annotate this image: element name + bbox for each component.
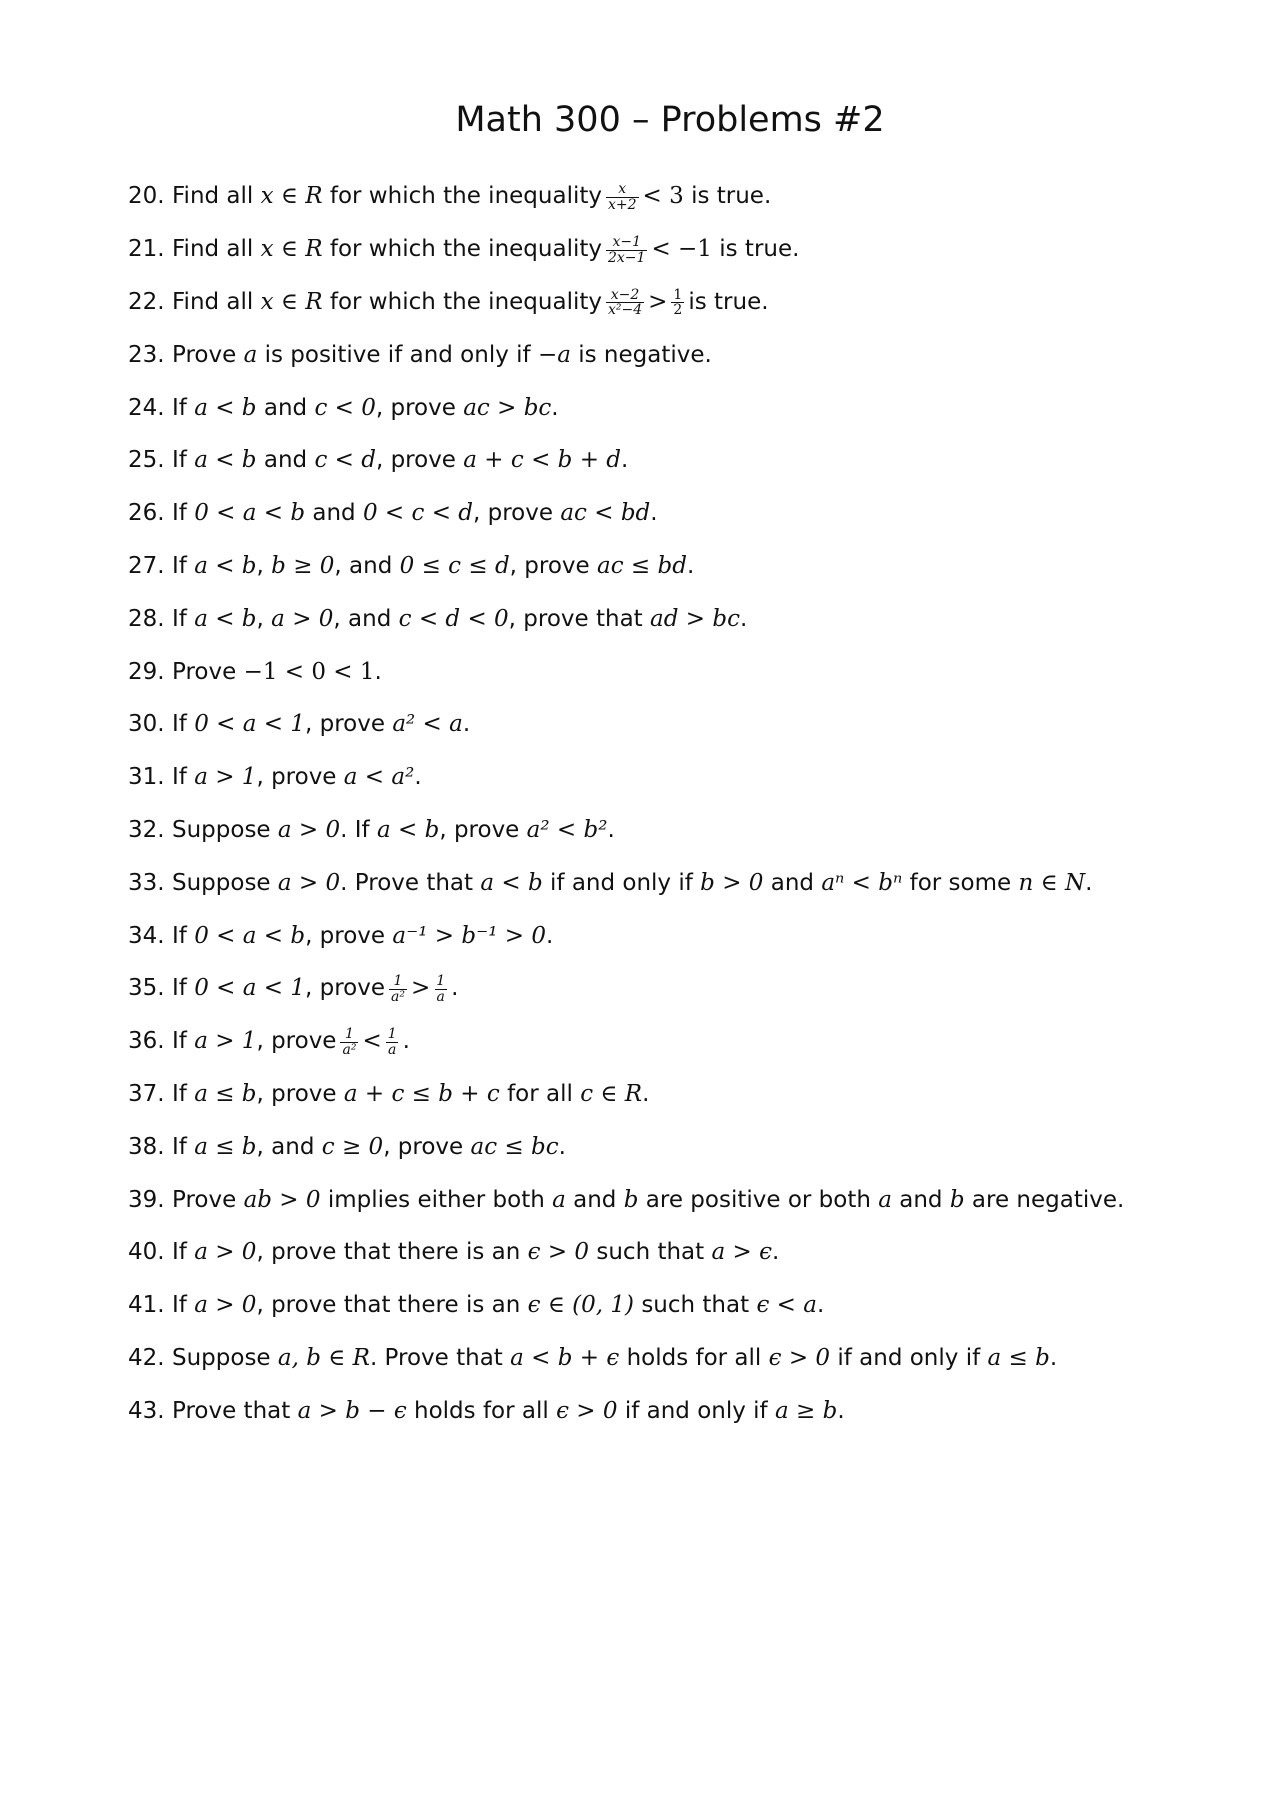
problem-text: and xyxy=(899,1186,943,1213)
problem-text: , prove that there is an xyxy=(256,1292,521,1319)
math-expression: a > b − ϵ xyxy=(297,1397,407,1424)
problem-text: for all xyxy=(507,1080,573,1107)
fraction xyxy=(606,182,639,212)
problem-text: , prove xyxy=(439,816,520,843)
problem-20 xyxy=(128,170,1228,223)
problem-text: if and only if xyxy=(837,1344,981,1371)
problem-number: 29. xyxy=(128,658,165,685)
problem-number: 25. xyxy=(128,447,165,474)
fraction-denominator: 2 xyxy=(673,302,683,319)
problem-text: . xyxy=(558,1133,566,1160)
fraction xyxy=(606,288,644,318)
fraction-denominator: a² xyxy=(391,988,405,1005)
problem-text: . If xyxy=(340,816,370,843)
math-expression: a > 0 xyxy=(194,1239,257,1266)
problem-text: , prove xyxy=(305,922,386,949)
problem-text: such that xyxy=(596,1239,705,1266)
problem-text: If xyxy=(172,1133,187,1160)
problem-text: is true. xyxy=(691,183,772,210)
problem-34 xyxy=(128,909,1228,962)
problem-text: If xyxy=(172,1239,187,1266)
problem-text: are positive or both xyxy=(645,1186,871,1213)
fraction xyxy=(671,288,684,318)
math-expression: b > 0 xyxy=(700,869,764,896)
math-expression: a, b ∈ R xyxy=(277,1344,370,1371)
problem-text: . xyxy=(462,711,471,738)
problem-number: 22. xyxy=(128,288,165,315)
problem-text: Prove xyxy=(172,341,237,368)
math-expression: x ∈ R xyxy=(260,288,323,315)
problem-list xyxy=(128,170,1228,1437)
problem-number: 40. xyxy=(128,1239,165,1266)
math-expression: ϵ > 0 xyxy=(556,1397,618,1424)
problem-text: if and only if xyxy=(624,1397,768,1424)
math-expression: a ≤ b xyxy=(987,1344,1050,1371)
fraction xyxy=(389,974,407,1004)
problem-22 xyxy=(128,276,1228,329)
problem-text: , prove xyxy=(256,1028,337,1055)
problem-text: , prove xyxy=(304,711,385,738)
math-expression: b ≥ 0 xyxy=(271,552,335,579)
problem-text: , and xyxy=(333,605,392,632)
math-expression: x ∈ R xyxy=(260,236,323,263)
problem-text: If xyxy=(172,447,187,474)
problem-39 xyxy=(128,1173,1228,1226)
problem-text: . Prove that xyxy=(340,869,474,896)
problem-25 xyxy=(128,434,1228,487)
problem-text: . xyxy=(642,1080,650,1107)
problem-text: If xyxy=(172,605,187,632)
math-expression: < xyxy=(362,1028,382,1055)
math-expression: > xyxy=(648,288,668,315)
problem-text: , prove that there is an xyxy=(256,1239,521,1266)
problem-text: , xyxy=(256,605,264,632)
math-expression: a < b + ϵ xyxy=(510,1344,620,1371)
math-expression: a < b xyxy=(194,394,257,421)
problem-28 xyxy=(128,592,1228,645)
fraction xyxy=(606,235,647,265)
problem-text: . xyxy=(607,816,615,843)
problem-text: . xyxy=(545,922,554,949)
problem-text: Find all xyxy=(172,236,254,263)
fraction-numerator: 1 xyxy=(387,1025,397,1042)
problem-text: . xyxy=(1085,869,1093,896)
problem-text: . xyxy=(414,764,422,791)
problem-text: If xyxy=(172,1028,187,1055)
problem-text: , and xyxy=(256,1133,315,1160)
math-expression: ac ≤ bd xyxy=(597,552,687,579)
problem-number: 36. xyxy=(128,1028,165,1055)
math-expression: a < b xyxy=(480,869,543,896)
problem-text: is negative. xyxy=(578,341,712,368)
math-expression: a⁻¹ > b⁻¹ > 0 xyxy=(392,922,546,949)
problem-text: . xyxy=(650,500,658,527)
problem-text: , prove xyxy=(256,1080,337,1107)
problem-text: If xyxy=(172,1080,187,1107)
problem-text: Find all xyxy=(172,288,254,315)
problem-text: . xyxy=(686,552,695,579)
math-expression: 0 < a < 1 xyxy=(194,711,305,738)
problem-number: 39. xyxy=(128,1186,165,1213)
problem-text: , and xyxy=(334,552,393,579)
problem-text: If xyxy=(172,500,187,527)
math-expression: c < 0 xyxy=(314,394,376,421)
problem-number: 26. xyxy=(128,500,165,527)
problem-26 xyxy=(128,487,1228,540)
problem-number: 30. xyxy=(128,711,165,738)
problem-text: . xyxy=(621,447,629,474)
problem-text: for which the inequality xyxy=(329,183,602,210)
fraction-denominator: a xyxy=(388,1041,397,1058)
math-expression: ϵ ∈ (0, 1) xyxy=(527,1292,634,1319)
math-expression: a > 0 xyxy=(194,1292,257,1319)
math-expression: a < b xyxy=(194,447,257,474)
problem-text: Prove xyxy=(172,658,237,685)
math-expression: ab > 0 xyxy=(243,1186,321,1213)
problem-21 xyxy=(128,223,1228,276)
problem-text: for which the inequality xyxy=(329,236,602,263)
problem-number: 21. xyxy=(128,236,165,263)
fraction-numerator: x−2 xyxy=(610,286,640,303)
problem-text: If xyxy=(172,975,187,1002)
fraction-denominator: x+2 xyxy=(607,196,637,213)
math-expression: a ≤ b xyxy=(194,1133,257,1160)
problem-42 xyxy=(128,1332,1228,1385)
problem-text: , prove that xyxy=(508,605,643,632)
problem-29 xyxy=(128,645,1228,698)
math-expression: a > ϵ xyxy=(711,1239,772,1266)
math-expression: ac ≤ bc xyxy=(470,1133,559,1160)
math-expression: aⁿ < bⁿ xyxy=(821,869,903,896)
math-expression: a > 0 xyxy=(277,816,341,843)
problem-text: Suppose xyxy=(172,816,271,843)
math-expression: a > 0 xyxy=(271,605,334,632)
problem-40 xyxy=(128,1226,1228,1279)
math-expression: a < b xyxy=(376,816,440,843)
fraction-numerator: 1 xyxy=(673,286,683,303)
problem-number: 20. xyxy=(128,183,165,210)
math-expression: b xyxy=(949,1186,965,1213)
problem-text: if and only if xyxy=(550,869,693,896)
problem-41 xyxy=(128,1279,1228,1332)
problem-number: 34. xyxy=(128,922,165,949)
problem-number: 35. xyxy=(128,975,165,1002)
problem-text: If xyxy=(172,764,187,791)
problem-text: , prove xyxy=(509,552,590,579)
problem-text: . xyxy=(1049,1344,1058,1371)
fraction-numerator: 1 xyxy=(436,973,446,990)
math-expression: b xyxy=(623,1186,639,1213)
math-expression: 0 < a < b xyxy=(194,500,306,527)
problem-23 xyxy=(128,328,1228,381)
problem-number: 23. xyxy=(128,341,165,368)
problem-text: and xyxy=(573,1186,617,1213)
problem-text: holds for all xyxy=(626,1344,762,1371)
math-expression: a < b xyxy=(194,605,257,632)
math-expression: 0 < a < 1 xyxy=(194,975,305,1002)
problem-text: , prove xyxy=(375,447,456,474)
problem-text: such that xyxy=(641,1292,750,1319)
problem-text: . xyxy=(739,605,748,632)
math-expression: a² < b² xyxy=(526,816,608,843)
problem-number: 37. xyxy=(128,1080,165,1107)
problem-38 xyxy=(128,1120,1228,1173)
math-expression: > xyxy=(410,975,431,1002)
math-expression: −a xyxy=(537,341,571,368)
problem-number: 43. xyxy=(128,1397,165,1424)
problem-24 xyxy=(128,381,1228,434)
problem-text: If xyxy=(172,922,187,949)
problem-text: and xyxy=(312,500,356,527)
math-expression: a xyxy=(878,1186,892,1213)
math-expression: a < a² xyxy=(343,764,415,791)
problem-text: and xyxy=(263,447,308,474)
problem-text: If xyxy=(172,711,187,738)
math-expression: 0 ≤ c ≤ d xyxy=(399,552,510,579)
problem-37 xyxy=(128,1068,1228,1121)
fraction xyxy=(386,1027,399,1057)
problem-text: are negative. xyxy=(971,1186,1125,1213)
math-expression: c < d xyxy=(314,447,376,474)
problem-text: implies either both xyxy=(327,1186,545,1213)
problem-number: 38. xyxy=(128,1133,165,1160)
math-expression: a ≥ b xyxy=(774,1397,838,1424)
problem-text: Prove xyxy=(172,1186,237,1213)
math-expression: x ∈ R xyxy=(260,183,323,210)
problem-text: . Prove that xyxy=(369,1344,503,1371)
math-expression: < −1 xyxy=(651,236,712,263)
problem-text: , prove xyxy=(383,1133,464,1160)
fraction-numerator: 1 xyxy=(393,973,403,990)
problem-text: . xyxy=(816,1292,825,1319)
problem-text: If xyxy=(172,394,187,421)
math-expression: a xyxy=(243,341,258,368)
problem-text: for some xyxy=(909,869,1012,896)
fraction xyxy=(340,1027,358,1057)
problem-text: . xyxy=(771,1239,780,1266)
math-expression: ϵ > 0 xyxy=(527,1239,590,1266)
problem-text: , xyxy=(256,552,264,579)
problem-text: , prove xyxy=(256,764,337,791)
problem-number: 42. xyxy=(128,1344,165,1371)
math-expression: a xyxy=(552,1186,566,1213)
problem-text: . xyxy=(837,1397,845,1424)
problem-text: , prove xyxy=(304,975,385,1002)
math-expression: ϵ < a xyxy=(756,1292,817,1319)
problem-text: , prove xyxy=(473,500,554,527)
problem-30 xyxy=(128,698,1228,751)
problem-number: 41. xyxy=(128,1292,165,1319)
fraction-denominator: a xyxy=(436,988,445,1005)
problem-text: . xyxy=(402,1028,410,1055)
fraction-denominator: a² xyxy=(342,1041,357,1058)
problem-text: is positive if and only if xyxy=(264,341,531,368)
math-expression: n ∈ N xyxy=(1018,869,1086,896)
math-expression: a + c ≤ b + c xyxy=(343,1080,500,1107)
math-expression: a² < a xyxy=(392,711,463,738)
math-expression: c ∈ R xyxy=(580,1080,643,1107)
problem-text: . xyxy=(374,658,382,685)
problem-text: . xyxy=(551,394,559,421)
fraction-denominator: x²−4 xyxy=(607,302,643,319)
problem-number: 32. xyxy=(128,816,165,843)
math-expression: ad > bc xyxy=(650,605,740,632)
fraction-denominator: 2x−1 xyxy=(607,249,646,266)
math-expression: a > 1 xyxy=(194,764,257,791)
problem-text: Find all xyxy=(172,183,254,210)
problem-number: 31. xyxy=(128,764,165,791)
math-expression: < 3 xyxy=(642,183,684,210)
math-expression: −1 < 0 < 1 xyxy=(243,658,375,685)
problem-32 xyxy=(128,804,1228,857)
math-expression: a ≤ b xyxy=(194,1080,257,1107)
problem-text: is true. xyxy=(688,288,769,315)
problem-text: , prove xyxy=(375,394,456,421)
problem-text: Suppose xyxy=(172,1344,271,1371)
problem-number: 24. xyxy=(128,394,165,421)
math-expression: c < d < 0 xyxy=(398,605,509,632)
math-expression: ac > bc xyxy=(463,394,552,421)
problem-text: If xyxy=(172,552,187,579)
page-title: Math 300 – Problems #2 xyxy=(455,100,885,140)
problem-text: If xyxy=(172,1292,187,1319)
math-expression: c ≥ 0 xyxy=(321,1133,384,1160)
problem-36 xyxy=(128,1015,1228,1068)
math-expression: ac < bd xyxy=(560,500,651,527)
fraction-numerator: x xyxy=(618,181,627,198)
problem-text: and xyxy=(770,869,815,896)
fraction-numerator: 1 xyxy=(344,1025,354,1042)
problem-35 xyxy=(128,962,1228,1015)
problem-text: is true. xyxy=(719,236,800,263)
math-expression: a < b xyxy=(194,552,257,579)
math-expression: 0 < c < d xyxy=(362,500,473,527)
math-expression: 0 < a < b xyxy=(194,922,306,949)
problem-text: Prove that xyxy=(172,1397,291,1424)
problem-43 xyxy=(128,1384,1228,1437)
problem-33 xyxy=(128,856,1228,909)
fraction-numerator: x−1 xyxy=(612,234,641,250)
fraction xyxy=(434,974,447,1004)
math-expression: a + c < b + d xyxy=(463,447,622,474)
problem-text: and xyxy=(263,394,308,421)
problem-number: 28. xyxy=(128,605,165,632)
problem-text: for which the inequality xyxy=(329,288,602,315)
math-expression: a > 0 xyxy=(277,869,341,896)
problem-number: 33. xyxy=(128,869,165,896)
problem-text: Suppose xyxy=(172,869,271,896)
math-expression: a > 1 xyxy=(194,1028,257,1055)
problem-number: 27. xyxy=(128,552,165,579)
problem-27 xyxy=(128,540,1228,593)
problem-text: holds for all xyxy=(414,1397,549,1424)
problem-text: . xyxy=(451,975,459,1002)
problem-31 xyxy=(128,751,1228,804)
math-expression: ϵ > 0 xyxy=(768,1344,831,1371)
